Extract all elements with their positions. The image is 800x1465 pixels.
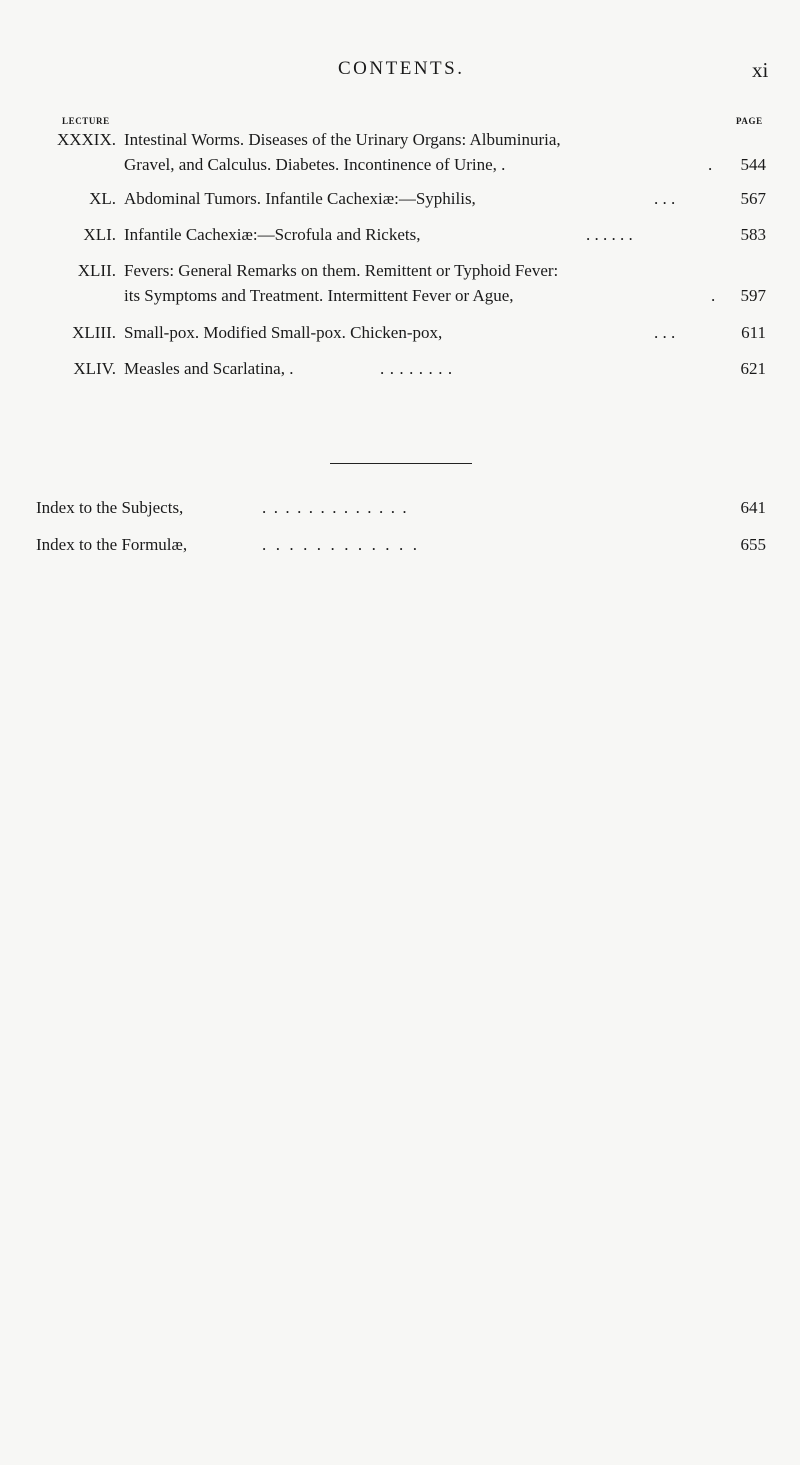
entry-title-line: Measles and Scarlatina, . [124,359,294,378]
page-number: 641 [740,498,766,517]
contents-entry [0,187,800,223]
page-number: 544 [740,155,766,174]
running-head [0,58,800,84]
running-head-title: CONTENTS. [338,58,465,79]
index-label: Index to the Subjects, [36,498,184,517]
contents-entry [0,321,800,357]
dot-leader: . [711,286,716,305]
page-number: 567 [740,189,766,208]
dot-leader: . . . [654,323,676,342]
index-list [0,496,800,570]
contents-entry [0,259,800,321]
entry-title-line: its Symptoms and Treatment. Intermittent Fever or Ague, [124,286,514,305]
dot-leader: . . . . . . . . . . . . . [262,498,409,517]
contents-entry [0,128,800,187]
page-number: 655 [740,535,766,554]
entry-title-line: Fevers: General Remarks on them. Remittent or Typhoid Fever: [124,261,559,280]
page-number: 583 [740,225,766,244]
lecture-number: XLII. [77,261,116,280]
dot-leader: . . . [654,189,676,208]
entry-title-line: Small-pox. Modified Small-pox. Chicken-pox, [124,323,443,342]
entry-title-line: Intestinal Worms. Diseases of the Urinary Organs: Albuminuria, [124,130,561,149]
dot-leader: . . . . . . [586,225,633,244]
lecture-number: XLIII. [72,323,116,342]
lecture-number: XXXIX. [56,130,116,149]
dot-leader: . [708,155,713,174]
lecture-number: XLIV. [73,359,116,378]
page-number: 621 [740,359,766,378]
contents-entry [0,357,800,393]
contents-list [0,128,800,393]
entry-title-line: Abdominal Tumors. Infantile Cachexiæ:—Syphilis, [124,189,476,208]
entry-title-line: Gravel, and Calculus. Diabetes. Incontinence of Urine, . [124,155,506,174]
page-folio: xi [752,58,769,82]
entry-title-line: Infantile Cachexiæ:—Scrofula and Rickets, [124,225,421,244]
lecture-number: XLI. [83,225,116,244]
page-number: 597 [740,286,766,305]
lecture-number: XL. [89,189,116,208]
index-entry [0,496,800,533]
lecture-column-label: LECTURE [62,116,110,126]
dot-leader: . . . . . . . . [380,359,453,378]
page-number: 611 [741,323,766,342]
dot-leader: . . . . . . . . . . . . [262,535,420,554]
index-entry [0,533,800,570]
section-divider [330,463,472,464]
index-label: Index to the Formulæ, [36,535,188,554]
page-column-label: PAGE [736,116,763,126]
contents-entry [0,223,800,259]
